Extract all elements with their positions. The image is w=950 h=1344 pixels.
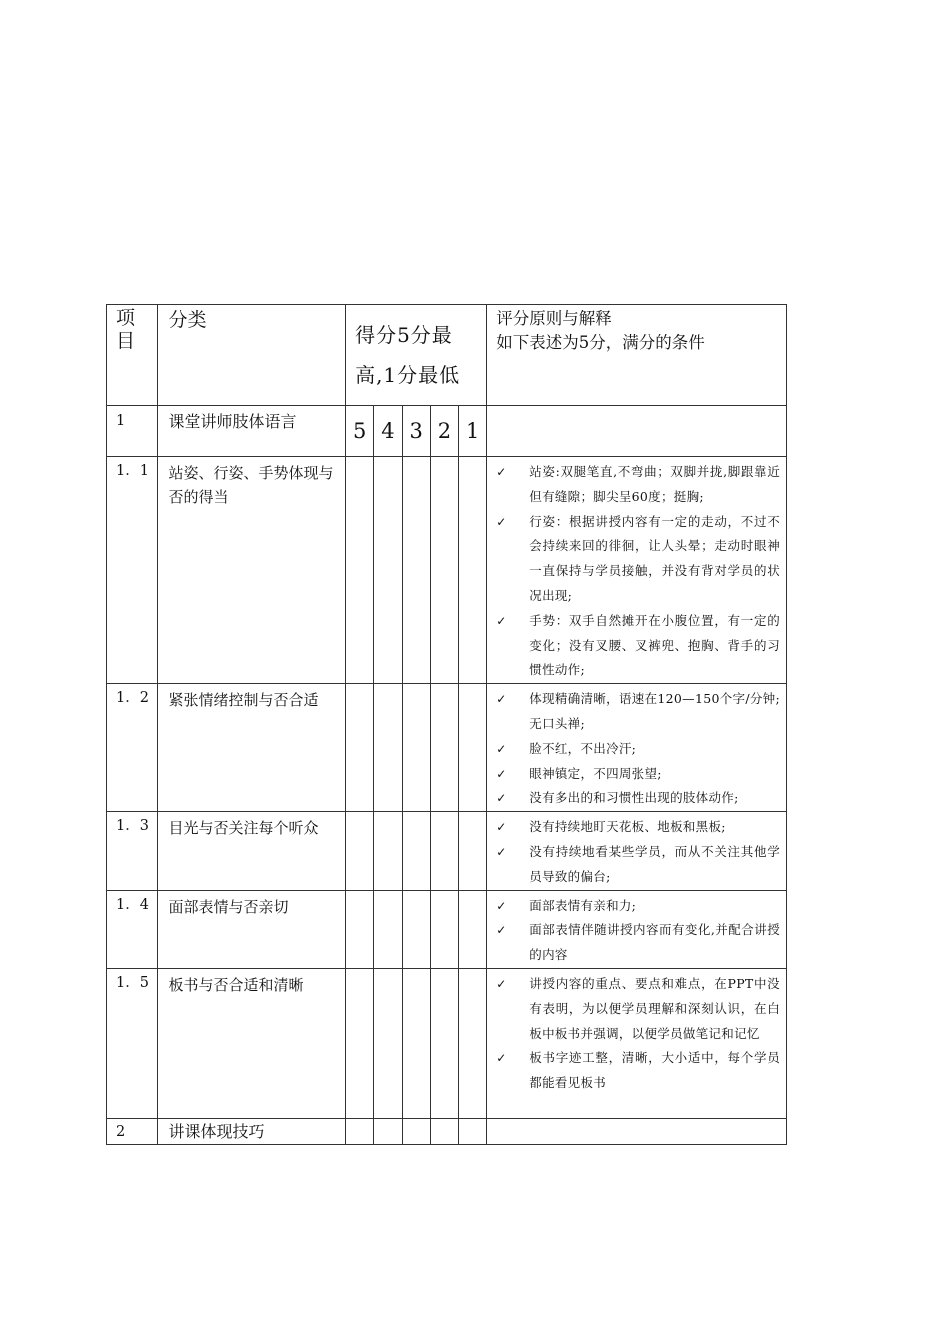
item-id: 1．1 <box>116 463 149 479</box>
table-row <box>107 457 787 684</box>
score-cell[interactable] <box>346 457 374 684</box>
score-cell[interactable] <box>374 457 402 684</box>
score-cell[interactable] <box>402 968 430 1118</box>
score-cell[interactable] <box>346 1118 374 1144</box>
item-id: 1．5 <box>116 974 149 991</box>
table-row <box>107 890 787 968</box>
criteria-item: ✓ 脸不红，不出冷汗; <box>496 737 780 762</box>
score-cell[interactable] <box>430 890 458 968</box>
score-1-label: 1 <box>459 406 487 457</box>
criteria-item: ✓ 手势：双手自然摊开在小腹位置，有一定的变化；没有叉腰、叉裤兜、抱胸、背手的习惯性动作; <box>496 609 780 683</box>
criteria-item: ✓ 讲授内容的重点、要点和难点，在PPT中没有表明，为以便学员理解和深刻认识，在白板中板书并强调，以便学员做笔记和记忆 <box>496 972 780 1046</box>
score-cell[interactable] <box>402 457 430 684</box>
check-icon: ✓ <box>496 923 507 938</box>
score-cell[interactable] <box>402 890 430 968</box>
score-cell[interactable] <box>374 684 402 812</box>
score-cell[interactable] <box>374 968 402 1118</box>
score-cell[interactable] <box>346 812 374 890</box>
score-cell[interactable] <box>459 684 487 812</box>
score-cell[interactable] <box>430 1118 458 1144</box>
score-cell[interactable] <box>430 684 458 812</box>
check-icon: ✓ <box>496 976 507 991</box>
check-icon: ✓ <box>496 741 507 756</box>
check-icon: ✓ <box>496 692 507 707</box>
section-criteria-cell <box>487 1118 787 1144</box>
criteria-item: ✓ 面部表情伴随讲授内容而有变化,并配合讲授的内容 <box>496 918 780 968</box>
check-icon: ✓ <box>496 1051 507 1066</box>
section-criteria-cell <box>487 406 787 457</box>
score-4-label: 4 <box>374 406 402 457</box>
criteria-item: ✓ 站姿:双腿笔直,不弯曲；双脚并拢,脚跟靠近但有缝隙；脚尖呈60度；挺胸; <box>496 460 780 510</box>
section-row-1 <box>107 406 787 457</box>
check-icon: ✓ <box>496 613 507 628</box>
criteria-list <box>487 969 786 1096</box>
score-cell[interactable] <box>402 1118 430 1144</box>
score-cell[interactable] <box>459 457 487 684</box>
check-icon: ✓ <box>496 898 507 913</box>
item-category: 紧张情绪控制与否合适 <box>168 691 319 710</box>
score-2-label: 2 <box>430 406 458 457</box>
table-row <box>107 812 787 890</box>
criteria-item: ✓ 体现精确清晰，语速在120—150个字/分钟;无口头禅; <box>496 687 780 737</box>
criteria-list <box>487 457 786 683</box>
section-category: 讲课体现技巧 <box>168 1121 265 1141</box>
score-cell[interactable] <box>459 1118 487 1144</box>
section-row-2 <box>107 1118 787 1144</box>
evaluation-table <box>106 304 787 1145</box>
score-cell[interactable] <box>374 812 402 890</box>
item-category: 板书与否合适和清晰 <box>168 975 304 994</box>
score-cell[interactable] <box>374 1118 402 1144</box>
score-cell[interactable] <box>430 812 458 890</box>
criteria-item: ✓ 没有持续地看某些学员，而从不关注其他学员导致的偏台; <box>496 840 780 890</box>
score-cell[interactable] <box>459 812 487 890</box>
score-cell[interactable] <box>346 890 374 968</box>
check-icon: ✓ <box>496 514 507 529</box>
section-id: 2 <box>116 1123 126 1140</box>
score-5-label: 5 <box>346 406 374 457</box>
check-icon: ✓ <box>496 465 507 479</box>
criteria-item: ✓ 行姿：根据讲授内容有一定的走动，不过不会持续来回的徘徊，让人头晕；走动时眼神一直保持与学员接触，并没有背对学员的状况出现; <box>496 510 780 609</box>
header-item: 项目 <box>116 307 136 352</box>
score-cell[interactable] <box>402 684 430 812</box>
table-row <box>107 968 787 1118</box>
item-id: 1．3 <box>116 818 149 835</box>
check-icon: ✓ <box>496 766 507 781</box>
score-cell[interactable] <box>430 968 458 1118</box>
section-category: 课堂讲师肢体语言 <box>168 412 297 431</box>
check-icon: ✓ <box>496 820 507 835</box>
score-cell[interactable] <box>374 890 402 968</box>
table-row <box>107 684 787 812</box>
header-criteria-subtitle: 如下表述为5分，满分的条件 <box>496 333 705 352</box>
header-row <box>107 305 787 406</box>
score-cell[interactable] <box>402 812 430 890</box>
criteria-item: ✓ 没有持续地盯天花板、地板和黑板; <box>496 815 780 840</box>
item-category: 目光与否关注每个听众 <box>168 819 319 838</box>
criteria-item: ✓ 面部表情有亲和力; <box>496 894 780 919</box>
score-cell[interactable] <box>459 890 487 968</box>
item-category: 站姿、行姿、手势体现与否的得当 <box>168 464 334 506</box>
header-criteria-title: 评分原则与解释 <box>496 309 612 328</box>
check-icon: ✓ <box>496 791 507 806</box>
score-cell[interactable] <box>346 684 374 812</box>
item-category: 面部表情与否亲切 <box>168 897 289 916</box>
item-id: 1．4 <box>116 896 149 913</box>
header-score: 得分5分最高,1分最低 <box>355 323 461 387</box>
criteria-item: ✓ 板书字迹工整，清晰，大小适中，每个学员都能看见板书 <box>496 1046 780 1096</box>
score-3-label: 3 <box>402 406 430 457</box>
criteria-item: ✓ 没有多出的和习惯性出现的肢体动作; <box>496 786 780 811</box>
score-cell[interactable] <box>346 968 374 1118</box>
check-icon: ✓ <box>496 844 507 859</box>
score-cell[interactable] <box>459 968 487 1118</box>
section-id: 1 <box>116 413 126 429</box>
criteria-list <box>487 891 786 968</box>
score-cell[interactable] <box>430 457 458 684</box>
header-category: 分类 <box>168 309 207 331</box>
criteria-list <box>487 812 786 889</box>
criteria-list <box>487 684 786 811</box>
item-id: 1．2 <box>116 690 149 707</box>
criteria-item: ✓ 眼神镇定，不四周张望; <box>496 762 780 787</box>
